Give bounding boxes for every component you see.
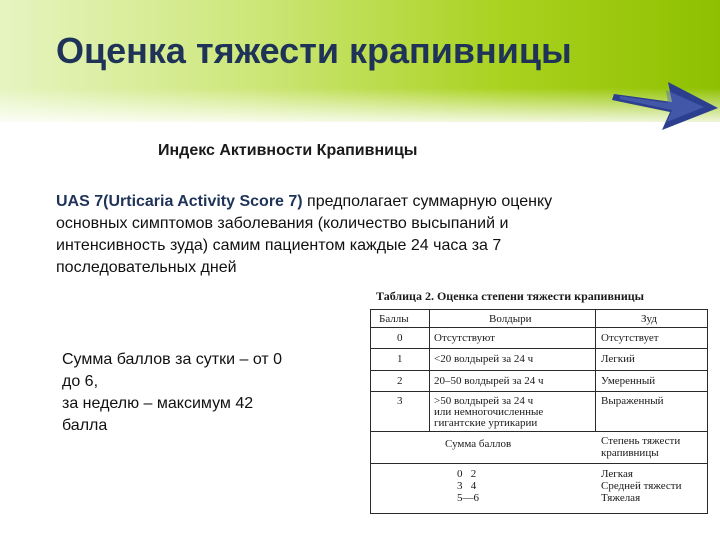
row-itch: Отсутствует <box>601 332 659 344</box>
summary-range: 5—6 <box>457 492 479 504</box>
row-score: 2 <box>397 375 403 387</box>
header-itch: Зуд <box>641 313 657 325</box>
sum-note-line-1: Сумма баллов за сутки – от 0 <box>62 351 283 368</box>
row-wheals: Отсутствуют <box>434 332 495 344</box>
table-rule <box>371 370 707 371</box>
description-line-4: последовательных дней <box>56 259 237 276</box>
summary-range: 0 2 <box>457 468 477 480</box>
description-line-3: интенсивность зуда) самим пациентом каждые 24 часа за 7 <box>56 237 502 254</box>
uas-term: UAS 7(Urticaria Activity Score 7) <box>56 193 303 210</box>
header-wheals: Волдыри <box>489 313 532 325</box>
description-line-1 <box>56 191 656 213</box>
sum-note-line-3: за неделю – максимум 42 <box>62 395 254 412</box>
summary-severity: Легкая <box>601 468 633 480</box>
sum-note-line-2: до 6, <box>62 373 99 390</box>
summary-header-severity: Степень тяжести <box>601 435 681 447</box>
row-itch: Выраженный <box>601 395 664 407</box>
table-rule <box>371 391 707 392</box>
summary-range: 3 4 <box>457 480 477 492</box>
summary-severity: Средней тяжести <box>601 480 682 492</box>
table-caption: Таблица 2. Оценка степени тяжести крапивницы <box>376 289 645 303</box>
table-rule <box>371 463 707 464</box>
row-score: 1 <box>397 353 403 365</box>
table-rule <box>429 310 430 431</box>
description-line-1-rest: предполагает суммарную оценку <box>302 193 553 210</box>
score-sum-note <box>62 349 332 437</box>
row-itch: Умеренный <box>601 375 656 387</box>
row-wheals: 20–50 волдырей за 24 ч <box>434 375 544 387</box>
row-wheals: >50 волдырей за 24 ч <box>434 395 534 407</box>
header-score: Баллы <box>379 313 409 325</box>
row-score: 0 <box>397 332 403 344</box>
summary-header-severity: крапивницы <box>601 447 659 459</box>
row-wheals: гигантские уртикарии <box>434 417 538 429</box>
table-rule <box>595 310 596 431</box>
summary-severity: Тяжелая <box>601 492 641 504</box>
description-line-2: основных симптомов заболевания (количество высыпаний и <box>56 215 509 232</box>
slide-title: Оценка тяжести крапивницы <box>56 30 572 71</box>
row-wheals: или немногочисленные <box>434 406 544 418</box>
arrow-decoration-icon <box>612 74 720 134</box>
table-rule <box>371 431 707 432</box>
row-score: 3 <box>397 395 403 407</box>
uas-description <box>56 191 656 279</box>
slide-subtitle: Индекс Активности Крапивницы <box>158 142 418 159</box>
table-rule <box>371 327 707 328</box>
row-itch: Легкий <box>601 353 635 365</box>
severity-table-image <box>356 283 716 518</box>
severity-table <box>370 309 708 514</box>
table-rule <box>371 348 707 349</box>
sum-note-line-4: балла <box>62 417 108 434</box>
row-wheals: <20 волдырей за 24 ч <box>434 353 534 365</box>
summary-header-sum: Сумма баллов <box>445 438 512 450</box>
